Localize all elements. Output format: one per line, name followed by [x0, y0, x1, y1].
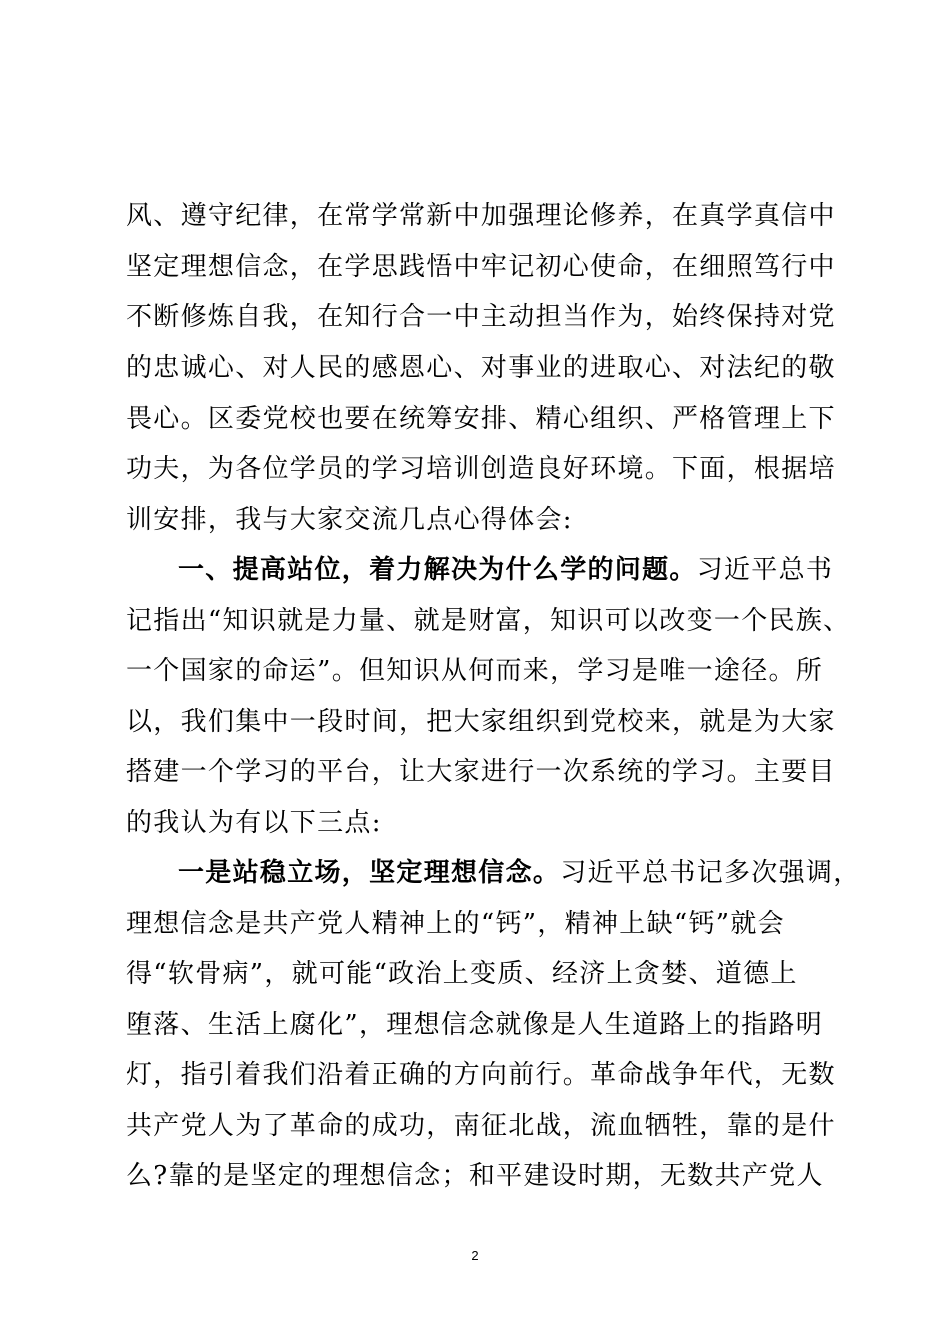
body-text-line: 得“软骨病”，就可能“政治上变质、经济上贪婪、道德上 — [126, 959, 798, 989]
body-text-line: 的忠诚心、对人民的感恩心、对事业的进取心、对法纪的敬 — [126, 353, 836, 383]
subsection-heading-line — [178, 858, 861, 888]
body-text-line: 搭建一个学习的平台，让大家进行一次系统的学习。主要目 — [126, 757, 836, 787]
subsection-heading-text: 习近平总书记多次强调， — [560, 858, 861, 888]
body-text-line: 共产党人为了革命的成功，南征北战，流血牺牲，靠的是什 — [126, 1111, 836, 1141]
body-text-line: 灯，指引着我们沿着正确的方向前行。革命战争年代，无数 — [126, 1060, 836, 1090]
section-heading: 一、提高站位，着力解决为什么学的问题。 — [178, 555, 697, 585]
body-text-line: 风、遵守纪律，在常学常新中加强理论修养，在真学真信中 — [126, 201, 836, 231]
body-text-line: 一个国家的命运”。但知识从何而来，学习是唯一途径。所 — [126, 656, 824, 686]
body-text-line: 的我认为有以下三点: — [126, 808, 382, 838]
body-text-line: 畏心。区委党校也要在统筹安排、精心组织、严格管理上下 — [126, 404, 836, 434]
page-number: 2 — [471, 1248, 479, 1263]
section-heading-text: 习近平总书 — [696, 555, 834, 585]
body-text-line: 记指出“知识就是力量、就是财富，知识可以改变一个民族、 — [126, 606, 851, 636]
body-text-line: 坚定理想信念，在学思践悟中牢记初心使命，在细照笃行中 — [126, 252, 836, 282]
body-text-line: 以，我们集中一段时间，把大家组织到党校来，就是为大家 — [126, 707, 836, 737]
body-text-line: 堕落、生活上腐化”，理想信念就像是人生道路上的指路明 — [126, 1010, 824, 1040]
body-text-line: 训安排，我与大家交流几点心得体会: — [126, 505, 573, 535]
body-text-line: 功夫，为各位学员的学习培训创造良好环境。下面，根据培 — [126, 454, 836, 484]
body-text-line: 么?靠的是坚定的理想信念；和平建设时期，无数共产党人 — [126, 1161, 824, 1191]
body-text-line: 不断修炼自我，在知行合一中主动担当作为，始终保持对党 — [126, 302, 836, 332]
body-text-line: 理想信念是共产党人精神上的“钙”，精神上缺“钙”就会 — [126, 909, 785, 939]
section-heading-line — [178, 557, 846, 583]
subsection-heading: 一是站稳立场，坚定理想信念。 — [178, 858, 561, 888]
